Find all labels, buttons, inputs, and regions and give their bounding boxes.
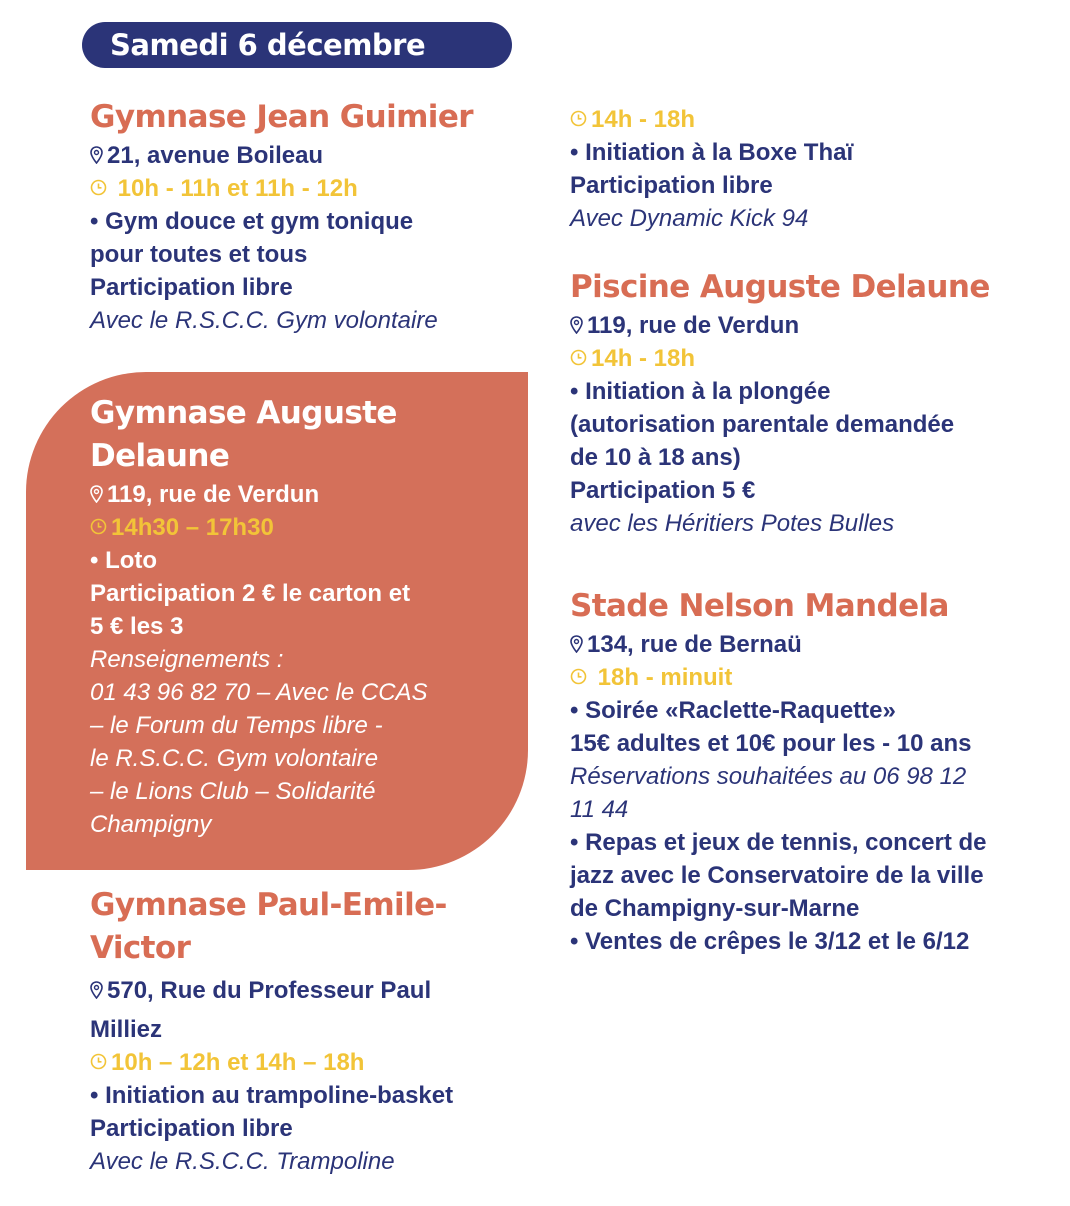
time-line: [90, 511, 428, 544]
partner: Avec Dynamic Kick 94: [570, 205, 809, 232]
address-line-1: [90, 974, 453, 1007]
time-text: 14h30 – 17h30: [111, 514, 274, 541]
event-boxe-thai: [570, 103, 853, 235]
time-line: [570, 342, 990, 375]
time-text: 10h - 11h et 11h - 12h: [111, 175, 358, 202]
address-text: 134, rue de Bernaü: [587, 631, 802, 658]
date-label: Samedi 6 décembre: [110, 28, 426, 62]
participation-line-2: 5 € les 3: [90, 613, 184, 640]
venue-title-line-1: Gymnase Auguste: [90, 395, 397, 431]
extra-line-4: • Ventes de crêpes le 3/12 et le 6/12: [570, 928, 970, 955]
date-header: [82, 22, 512, 68]
address-line: [570, 309, 990, 342]
clock-icon: [90, 179, 107, 196]
time-text: 10h – 12h et 14h – 18h: [111, 1049, 365, 1076]
time-text: 14h - 18h: [591, 345, 696, 372]
activity-line-2: (autorisation parentale demandée: [570, 411, 955, 438]
map-pin-icon: [570, 635, 583, 653]
activity-line-1: • Initiation à la plongée: [570, 378, 831, 405]
participation: Participation libre: [90, 274, 293, 301]
info-line-2: 01 43 96 82 70 – Avec le CCAS: [90, 679, 428, 706]
address-line: [90, 139, 473, 172]
activity-line: • Loto: [90, 547, 158, 574]
clock-icon: [570, 110, 587, 127]
address-line: [90, 478, 428, 511]
participation: Participation 5 €: [570, 477, 756, 504]
time-line: [90, 1046, 453, 1079]
partner: avec les Héritiers Potes Bulles: [570, 510, 895, 537]
clock-icon: [570, 349, 587, 366]
clock-icon: [570, 668, 587, 685]
partner: Avec le R.S.C.C. Trampoline: [90, 1148, 395, 1175]
address-text: 570, Rue du Professeur Paul: [107, 977, 432, 1004]
address-text: 119, rue de Verdun: [587, 312, 800, 339]
info-line-6: Champigny: [90, 811, 212, 838]
venue-title-line-2: Delaune: [90, 438, 230, 474]
event-stade-mandela: [570, 585, 987, 958]
info-line-4: le R.S.C.C. Gym volontaire: [90, 745, 379, 772]
map-pin-icon: [90, 146, 103, 164]
time-line: [90, 172, 473, 205]
time-text: 18h - minuit: [591, 664, 733, 691]
address-text: 119, rue de Verdun: [107, 481, 320, 508]
venue-title: Gymnase Jean Guimier: [90, 99, 473, 135]
clock-icon: [90, 1053, 107, 1070]
info-line-1: Renseignements :: [90, 646, 284, 673]
address-line: [570, 628, 987, 661]
extra-line-1: • Repas et jeux de tennis, concert de: [570, 829, 987, 856]
event-jean-guimier: [90, 96, 473, 337]
participation: Participation libre: [570, 172, 773, 199]
extra-line-3: de Champigny-sur-Marne: [570, 895, 860, 922]
participation: Participation libre: [90, 1115, 293, 1142]
event-piscine: [570, 266, 990, 540]
venue-title-line-1: Gymnase Paul-Emile-: [90, 887, 447, 923]
address-line-2: Milliez: [90, 1016, 163, 1043]
time-line: [570, 661, 987, 694]
clock-icon: [90, 518, 107, 535]
time-text: 14h - 18h: [591, 106, 696, 133]
map-pin-icon: [90, 981, 103, 999]
event-auguste-delaune: [90, 392, 428, 841]
reservation-line-2: 11 44: [570, 796, 629, 823]
activity-line: • Initiation au trampoline-basket: [90, 1082, 454, 1109]
info-line-5: – le Lions Club – Solidarité: [90, 778, 376, 805]
activity-line: • Initiation à la Boxe Thaï: [570, 139, 854, 166]
activity-line-1: • Gym douce et gym tonique: [90, 208, 414, 235]
time-line: [570, 103, 853, 136]
activity-line-2: 15€ adultes et 10€ pour les - 10 ans: [570, 730, 972, 757]
activity-line-3: de 10 à 18 ans): [570, 444, 741, 471]
extra-line-2: jazz avec le Conservatoire de la ville: [570, 862, 984, 889]
participation-line-1: Participation 2 € le carton et: [90, 580, 411, 607]
map-pin-icon: [90, 485, 103, 503]
venue-title: Stade Nelson Mandela: [570, 588, 949, 624]
venue-title: Piscine Auguste Delaune: [570, 269, 990, 305]
venue-title-line-2: Victor: [90, 930, 191, 966]
event-paul-emile-victor: [90, 884, 453, 1178]
activity-line-2: pour toutes et tous: [90, 241, 308, 268]
address-text: 21, avenue Boileau: [107, 142, 324, 169]
map-pin-icon: [570, 316, 583, 334]
reservation-line-1: Réservations souhaitées au 06 98 12: [570, 763, 967, 790]
activity-line-1: • Soirée «Raclette-Raquette»: [570, 697, 896, 724]
partner: Avec le R.S.C.C. Gym volontaire: [90, 307, 438, 334]
info-line-3: – le Forum du Temps libre -: [90, 712, 383, 739]
